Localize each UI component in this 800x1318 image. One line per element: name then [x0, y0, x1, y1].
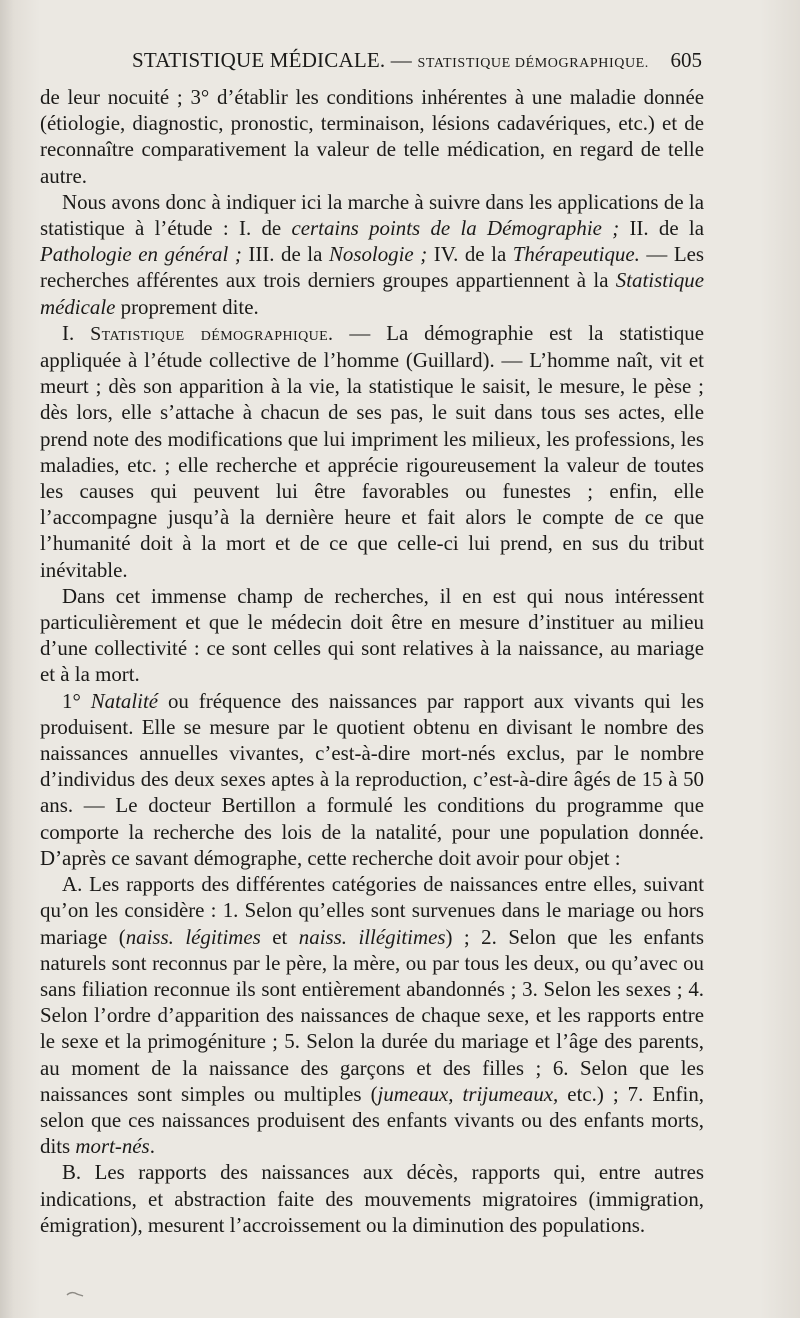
text-run: III. de la — [241, 242, 329, 267]
section-heading: Statistique démographique. — [90, 322, 334, 345]
body-text — [40, 84, 704, 1238]
paragraph-6 — [40, 871, 704, 1159]
text-run: — Les recherches afférentes aux trois derniers groupes appartiennent à la — [40, 242, 705, 293]
paragraph-2 — [40, 189, 704, 320]
running-header — [40, 48, 704, 78]
italic-run: Pathologie en général ; — [40, 242, 242, 267]
italic-run: Natalité — [90, 688, 159, 713]
text-run: Nous avons donc à indiquer ici la marche à suivre dans les applications de la statistique à l’étude : I. de — [40, 189, 704, 241]
italic-run: Thérapeutique. — [512, 242, 640, 267]
text-run: . — [149, 1134, 155, 1159]
paragraph-5 — [40, 688, 704, 871]
text-run: A. Les rapports des différentes catégories de naissances entre elles, suivant qu’on les considère : 1. Selon qu’elles sont survenues dans le mariage ou hors mariage ( — [40, 872, 704, 949]
italic-run: certains points de la Démographie ; — [291, 216, 620, 241]
running-title — [132, 48, 649, 73]
ink-smudge — [66, 1290, 84, 1298]
paragraph-7: B. Les rapports des naissances aux décès, rapports qui, entre autres indications, et abstraction faite des mouvements migratoires (immigration, émigration), mesurent l’accroissement ou la diminution des populations. — [40, 1160, 704, 1237]
running-title-main: STATISTIQUE MÉDICALE. — — [132, 48, 412, 72]
text-run: — La démographie est la statistique appliquée à l’étude collective de l’homme (Guillard). — L’homme naît, vit et meurt ; dès son apparition à la vie, la statistique le saisit, le mesure, le pèse ; dès lors, elle s’attache à chacun de ses pas, le suit dans tous ses actes, elle prend note des modifications que lui impriment les milieux, les professions, les maladies, etc. ; elle recherche et apprécie rigoureusement la valeur de toutes les causes qui peuvent lui être favorables ou funestes ; enfin, elle l’accompagne jusqu’à la dernière heure et fait alors le compte de ce que l’humanité doit à la mort et de ce que celle-ci lui prend, en sus du tribut inévitable. — [40, 320, 705, 582]
italic-run: Statistique médicale — [40, 268, 704, 319]
text-run: etc.) ; 7. Enfin, selon que ces naissances produisent des enfants vivants ou des enfants morts, dits — [40, 1081, 704, 1159]
italic-run: mort-nés — [75, 1134, 150, 1159]
text-run: IV. de la — [427, 242, 513, 267]
italic-run: naiss. légitimes — [125, 924, 261, 949]
text-run: et — [260, 924, 299, 949]
italic-run: Nosologie ; — [328, 242, 428, 267]
text-run: 1° — [62, 688, 91, 713]
text-run: II. de la — [619, 216, 704, 241]
running-title-sub: STATISTIQUE DÉMOGRAPHIQUE. — [417, 56, 649, 71]
paragraph-4: Dans cet immense champ de recherches, il en est qui nous intéressent particulièrement et que le médecin doit être en mesure d’instituer au milieu d’une collectivité : ce sont celles qui sont relatives à la naissance, au mariage et à la mort. — [40, 583, 704, 687]
text-run: I. — [62, 320, 91, 345]
text-run: ) ; 2. Selon que les enfants naturels sont reconnus par le père, la mère, ou par tous les deux, ou qu’avec ou sans filiation reconnue ils sont entièrement abandonnés ; 3. Selon les sexes ; 4. Selon l’ordre d’apparition des naissances de chaque sexe, et les rapports entre le sexe et la primogéniture ; 5. Selon la durée du mariage et l’âge des parents, au moment de la naissance des garçons et des filles ; 6. Selon que les naissances sont simples ou multiples ( — [40, 924, 705, 1106]
italic-run: naiss. illégitimes — [298, 924, 446, 949]
paragraph-3 — [40, 320, 704, 583]
paragraph-1: de leur nocuité ; 3° d’établir les conditions inhérentes à une maladie donnée (étiologie, diagnostic, pronostic, terminaison, lésions cadavériques, etc.) et de reconnaître comparativement la valeur de telle médication, en regard de telle autre. — [40, 85, 704, 188]
italic-run: jumeaux, trijumeaux, — [377, 1081, 559, 1106]
page-number: 605 — [670, 48, 702, 72]
text-run: ou fréquence des naissances par rapport aux vivants qui les produisent. Elle se mesure par le quotient obtenu en divisant le nombre des naissances annuelles vivantes, c’est-à-dire mort-nés exclus, par le nombre d’individus des deux sexes aptes à la reproduction, c’est-à-dire âgés de 15 à 50 ans. — Le docteur Bertillon a formulé les conditions du programme que comporte la recherche des lois de la natalité, pour une population donnée. D’après ce savant démographe, cette recherche doit avoir pour objet : — [40, 688, 704, 870]
text-run: proprement dite. — [115, 294, 259, 319]
